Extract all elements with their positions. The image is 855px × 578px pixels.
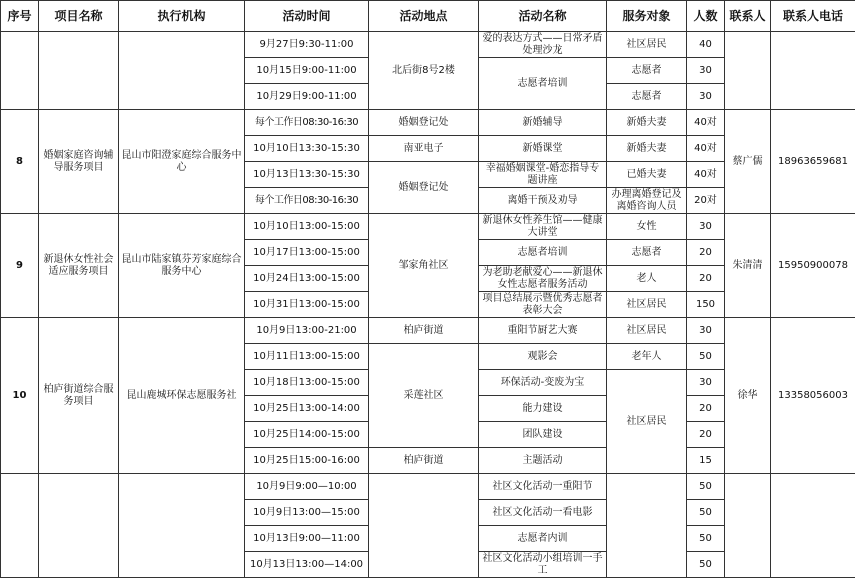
time-cell: 10月25日13:00-14:00 bbox=[245, 396, 369, 422]
count-cell: 50 bbox=[687, 474, 725, 500]
count-cell: 40对 bbox=[687, 136, 725, 162]
place-cell: 北后街8号2楼 bbox=[369, 32, 479, 110]
org-cell: 昆山市陆家镇芬芳家庭综合服务中心 bbox=[119, 214, 245, 318]
activity-cell: 观影会 bbox=[479, 344, 607, 370]
header-project: 项目名称 bbox=[39, 1, 119, 32]
activity-cell: 项目总结展示暨优秀志愿者表彰大会 bbox=[479, 292, 607, 318]
org-cell bbox=[119, 32, 245, 110]
target-cell: 新婚夫妻 bbox=[607, 136, 687, 162]
count-cell: 20 bbox=[687, 266, 725, 292]
count-cell: 50 bbox=[687, 344, 725, 370]
activity-cell: 志愿者培训 bbox=[479, 240, 607, 266]
time-cell: 10月13日9:00—11:00 bbox=[245, 526, 369, 552]
target-cell: 老年人 bbox=[607, 344, 687, 370]
count-cell: 30 bbox=[687, 370, 725, 396]
seq-cell: 10 bbox=[1, 318, 39, 474]
header-place: 活动地点 bbox=[369, 1, 479, 32]
project-cell bbox=[39, 474, 119, 578]
time-cell: 10月10日13:00-15:00 bbox=[245, 214, 369, 240]
time-cell: 10月9日13:00—15:00 bbox=[245, 500, 369, 526]
seq-cell bbox=[1, 32, 39, 110]
header-phone: 联系人电话 bbox=[771, 1, 855, 32]
target-cell: 志愿者 bbox=[607, 58, 687, 84]
count-cell: 50 bbox=[687, 526, 725, 552]
time-cell: 每个工作日08:30-16:30 bbox=[245, 188, 369, 214]
target-cell: 办理离婚登记及离婚咨询人员 bbox=[607, 188, 687, 214]
place-cell: 采莲社区 bbox=[369, 344, 479, 448]
count-cell: 40对 bbox=[687, 162, 725, 188]
time-cell: 10月29日9:00-11:00 bbox=[245, 84, 369, 110]
target-cell: 女性 bbox=[607, 214, 687, 240]
count-cell: 30 bbox=[687, 58, 725, 84]
activity-cell: 为老助老献爱心——新退休女性志愿者服务活动 bbox=[479, 266, 607, 292]
count-cell: 50 bbox=[687, 500, 725, 526]
count-cell: 20 bbox=[687, 422, 725, 448]
table-row bbox=[1, 214, 855, 240]
phone-cell: 15950900078 bbox=[771, 214, 855, 318]
activity-cell: 重阳节厨艺大赛 bbox=[479, 318, 607, 344]
phone-cell: 18963659681 bbox=[771, 110, 855, 214]
header-org: 执行机构 bbox=[119, 1, 245, 32]
place-cell: 邹家角社区 bbox=[369, 214, 479, 318]
time-cell: 10月25日14:00-15:00 bbox=[245, 422, 369, 448]
activity-cell: 社区文化活动小组培训一手工 bbox=[479, 552, 607, 578]
activity-cell: 环保活动-变废为宝 bbox=[479, 370, 607, 396]
time-cell: 9月27日9:30-11:00 bbox=[245, 32, 369, 58]
count-cell: 40对 bbox=[687, 110, 725, 136]
header-seq: 序号 bbox=[1, 1, 39, 32]
time-cell: 10月9日13:00-21:00 bbox=[245, 318, 369, 344]
count-cell: 15 bbox=[687, 448, 725, 474]
count-cell: 20对 bbox=[687, 188, 725, 214]
header-activity: 活动名称 bbox=[479, 1, 607, 32]
contact-cell: 朱清清 bbox=[725, 214, 771, 318]
table-row bbox=[1, 32, 855, 58]
count-cell: 20 bbox=[687, 240, 725, 266]
place-cell bbox=[369, 474, 479, 578]
seq-cell bbox=[1, 474, 39, 578]
target-cell: 已婚夫妻 bbox=[607, 162, 687, 188]
project-cell bbox=[39, 32, 119, 110]
count-cell: 50 bbox=[687, 552, 725, 578]
target-cell: 老人 bbox=[607, 266, 687, 292]
activity-cell: 社区文化活动一看电影 bbox=[479, 500, 607, 526]
table-row bbox=[1, 318, 855, 344]
activity-cell: 主题活动 bbox=[479, 448, 607, 474]
target-cell: 志愿者 bbox=[607, 240, 687, 266]
project-cell: 柏庐街道综合服务项目 bbox=[39, 318, 119, 474]
place-cell: 柏庐街道 bbox=[369, 448, 479, 474]
seq-cell: 9 bbox=[1, 214, 39, 318]
time-cell: 10月18日13:00-15:00 bbox=[245, 370, 369, 396]
org-cell: 昆山市阳澄家庭综合服务中心 bbox=[119, 110, 245, 214]
activity-cell: 幸福婚姻课堂-婚恋指导专题讲座 bbox=[479, 162, 607, 188]
org-cell bbox=[119, 474, 245, 578]
place-cell: 南亚电子 bbox=[369, 136, 479, 162]
count-cell: 30 bbox=[687, 318, 725, 344]
target-cell bbox=[607, 474, 687, 578]
place-cell: 婚姻登记处 bbox=[369, 110, 479, 136]
time-cell: 10月17日13:00-15:00 bbox=[245, 240, 369, 266]
time-cell: 10月13日13:30-15:30 bbox=[245, 162, 369, 188]
target-cell: 社区居民 bbox=[607, 370, 687, 474]
activity-cell: 新婚辅导 bbox=[479, 110, 607, 136]
header-row bbox=[1, 1, 855, 32]
table-row bbox=[1, 474, 855, 500]
count-cell: 30 bbox=[687, 214, 725, 240]
contact-cell bbox=[725, 474, 771, 578]
time-cell: 10月13日13:00—14:00 bbox=[245, 552, 369, 578]
header-contact: 联系人 bbox=[725, 1, 771, 32]
count-cell: 150 bbox=[687, 292, 725, 318]
time-cell: 10月11日13:00-15:00 bbox=[245, 344, 369, 370]
project-cell: 新退休女性社会适应服务项目 bbox=[39, 214, 119, 318]
activity-cell: 团队建设 bbox=[479, 422, 607, 448]
header-target: 服务对象 bbox=[607, 1, 687, 32]
place-cell: 婚姻登记处 bbox=[369, 162, 479, 214]
activity-cell: 新婚课堂 bbox=[479, 136, 607, 162]
target-cell: 志愿者 bbox=[607, 84, 687, 110]
time-cell: 10月9日9:00—10:00 bbox=[245, 474, 369, 500]
count-cell: 40 bbox=[687, 32, 725, 58]
contact-cell bbox=[725, 32, 771, 110]
time-cell: 每个工作日08:30-16:30 bbox=[245, 110, 369, 136]
contact-cell: 徐华 bbox=[725, 318, 771, 474]
time-cell: 10月15日9:00-11:00 bbox=[245, 58, 369, 84]
target-cell: 社区居民 bbox=[607, 292, 687, 318]
time-cell: 10月31日13:00-15:00 bbox=[245, 292, 369, 318]
activity-cell: 离婚干预及劝导 bbox=[479, 188, 607, 214]
time-cell: 10月10日13:30-15:30 bbox=[245, 136, 369, 162]
activity-cell: 新退休女性养生馆——健康大讲堂 bbox=[479, 214, 607, 240]
time-cell: 10月25日15:00-16:00 bbox=[245, 448, 369, 474]
activity-cell: 志愿者内训 bbox=[479, 526, 607, 552]
table-row bbox=[1, 110, 855, 136]
phone-cell bbox=[771, 474, 855, 578]
activity-cell: 能力建设 bbox=[479, 396, 607, 422]
target-cell: 新婚夫妻 bbox=[607, 110, 687, 136]
org-cell: 昆山鹿城环保志愿服务社 bbox=[119, 318, 245, 474]
activity-cell: 社区文化活动一重阳节 bbox=[479, 474, 607, 500]
place-cell: 柏庐街道 bbox=[369, 318, 479, 344]
header-time: 活动时间 bbox=[245, 1, 369, 32]
time-cell: 10月24日13:00-15:00 bbox=[245, 266, 369, 292]
count-cell: 20 bbox=[687, 396, 725, 422]
contact-cell: 蔡广儒 bbox=[725, 110, 771, 214]
activity-cell: 爱的表达方式——日常矛盾处理沙龙 bbox=[479, 32, 607, 58]
seq-cell: 8 bbox=[1, 110, 39, 214]
project-cell: 婚姻家庭咨询辅导服务项目 bbox=[39, 110, 119, 214]
target-cell: 社区居民 bbox=[607, 32, 687, 58]
phone-cell: 13358056003 bbox=[771, 318, 855, 474]
target-cell: 社区居民 bbox=[607, 318, 687, 344]
activity-cell: 志愿者培训 bbox=[479, 58, 607, 110]
phone-cell bbox=[771, 32, 855, 110]
header-count: 人数 bbox=[687, 1, 725, 32]
count-cell: 30 bbox=[687, 84, 725, 110]
